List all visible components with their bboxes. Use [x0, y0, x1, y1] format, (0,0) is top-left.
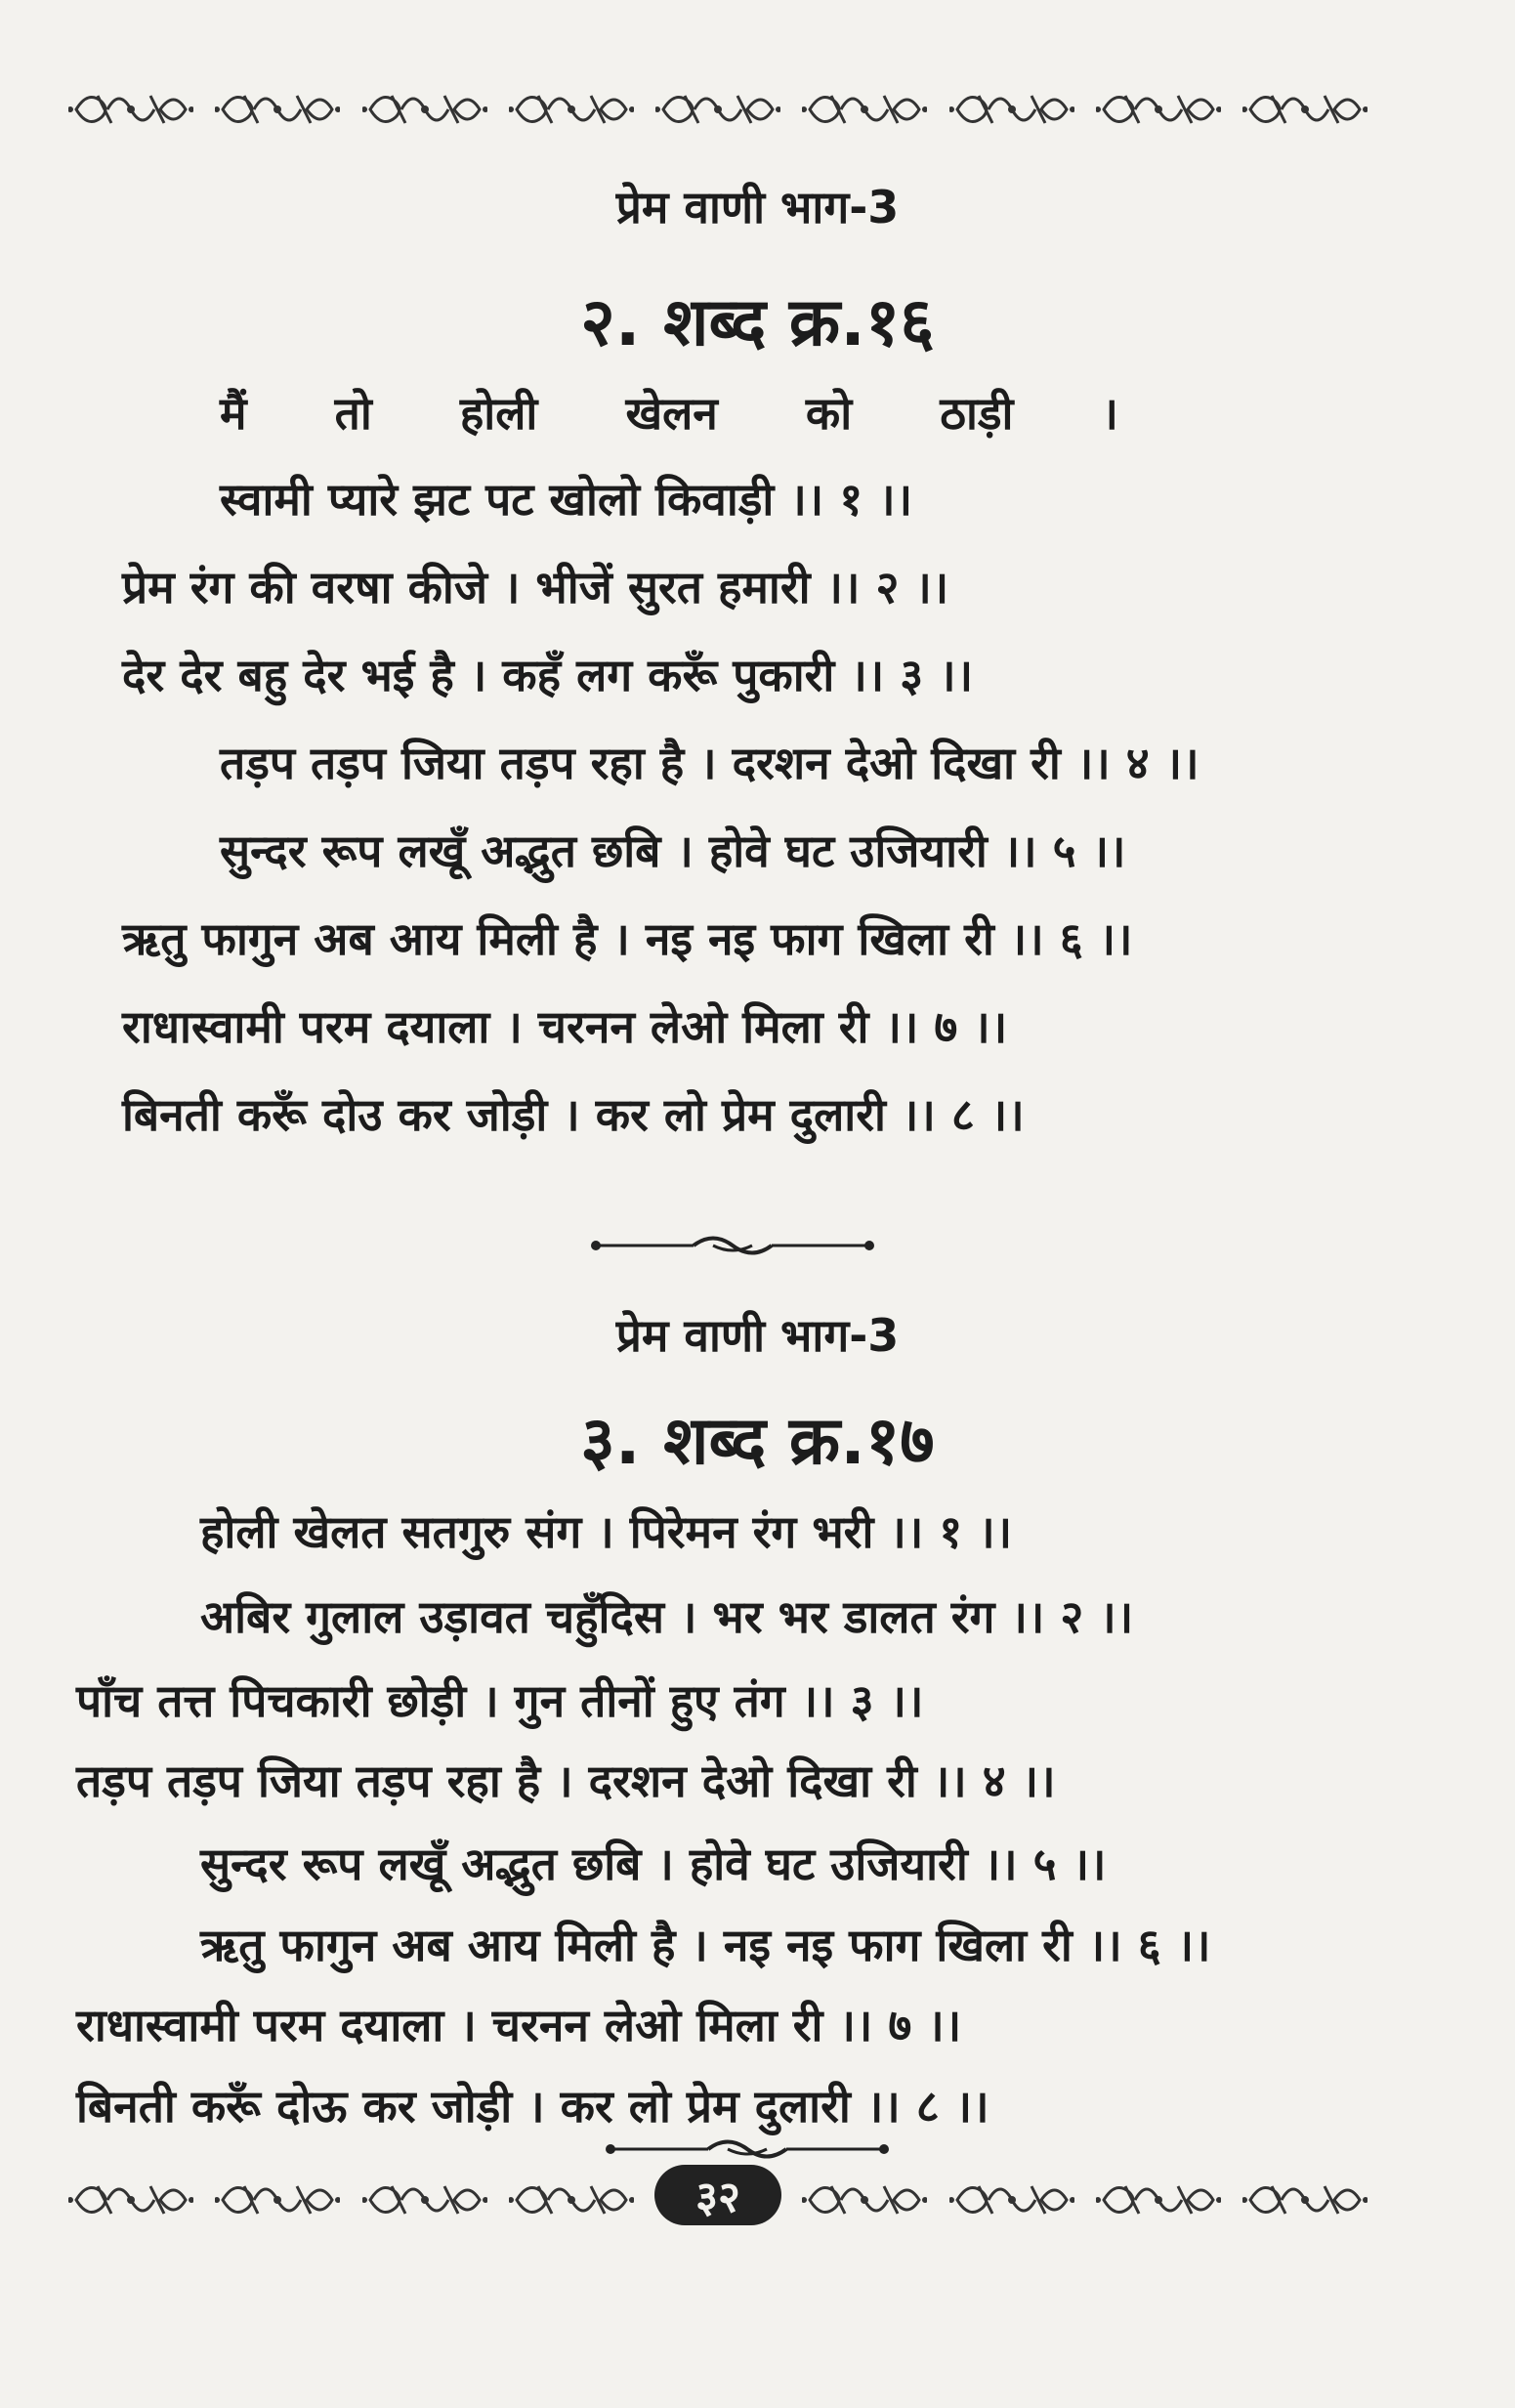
ornament-motif — [1242, 2175, 1368, 2225]
verse-line: सुन्दर रूप लखूँ अद्भुत छबि । होवे घट उजियारी ।। ५ ।। — [220, 824, 1126, 877]
top-ornamental-border — [68, 80, 1368, 139]
verse-word: मैं — [220, 387, 247, 440]
ornament-motif — [509, 2175, 634, 2225]
ornament-motif — [68, 84, 193, 135]
ornament-motif — [362, 2175, 487, 2225]
verse-line: स्वामी प्यारे झट पट खोलो किवाड़ी ।। १ ।। — [220, 473, 913, 526]
verse-line: ऋतु फागुन अब आय मिली है । नइ नइ फाग खिला री ।। ६ ।। — [122, 912, 1133, 965]
ornament-motif — [362, 84, 487, 135]
ornament-motif — [802, 2175, 927, 2225]
section-1-heading: प्रेम वाणी भाग-3 — [615, 181, 900, 233]
verse-line: देर देर बहु देर भई है । कहँ लग करूँ पुकारी ।। ३ ।। — [122, 649, 974, 701]
section-2-title: ३. शब्द क्र.१७ — [580, 1403, 935, 1480]
ornament-motif — [509, 84, 634, 135]
section-divider — [601, 2130, 894, 2169]
page-number: ३२ — [654, 2165, 781, 2225]
ornament-motif — [1096, 84, 1221, 135]
verse-line: तड़प तड़प जिया तड़प रहा है । दरशन देओ दिखा री ।। ४ ।। — [76, 1754, 1056, 1807]
ornament-motif — [215, 84, 340, 135]
verse-line: सुन्दर रूप लखूँ अद्भुत छबि । होवे घट उजियारी ।। ५ ।। — [200, 1838, 1107, 1890]
section-2-heading: प्रेम वाणी भाग-3 — [615, 1309, 900, 1362]
ornament-motif — [68, 2175, 193, 2225]
verse-line: राधास्वामी परम दयाला । चरनन लेओ मिला री ।। ७ ।। — [76, 1999, 962, 2051]
verse-word: तो — [334, 387, 372, 440]
verse-line: प्रेम रंग की वरषा कीजे । भीजें सुरत हमारी ।। २ ।। — [122, 561, 949, 613]
section-divider — [586, 1226, 879, 1265]
ornament-motif — [802, 84, 927, 135]
verse-word: को — [805, 387, 853, 440]
ornament-motif — [949, 84, 1074, 135]
ornament-motif — [215, 2175, 340, 2225]
ornament-motif — [949, 2175, 1074, 2225]
verse-line — [220, 387, 1118, 440]
verse-line: बिनती करूँ दोऊ कर जोड़ी । कर लो प्रेम दुलारी ।। ८ ।। — [76, 2080, 989, 2133]
verse-line: अबिर गुलाल उड़ावत चहुँदिस । भर भर डालत रंग ।। २ ।। — [200, 1590, 1134, 1643]
verse-line: बिनती करूँ दोउ कर जोड़ी । कर लो प्रेम दुलारी ।। ८ ।। — [122, 1088, 1025, 1141]
verse-line: होली खेलत सतगुरु संग । पिरेमन रंग भरी ।। १ ।। — [200, 1505, 1013, 1558]
verse-word: । — [1101, 387, 1118, 440]
ornament-motif — [1096, 2175, 1221, 2225]
verse-line: पाँच तत्त पिचकारी छोड़ी । गुन तीनों हुए तंग ।। ३ ।। — [76, 1674, 924, 1727]
verse-line: राधास्वामी परम दयाला । चरनन लेओ मिला री ।। ७ ।। — [122, 1000, 1008, 1053]
verse-line: तड़प तड़प जिया तड़प रहा है । दरशन देओ दिखा री ।। ४ ।। — [220, 737, 1199, 789]
ornament-motif — [1242, 84, 1368, 135]
verse-word: होली — [459, 387, 538, 440]
verse-word: खेलन — [625, 387, 718, 440]
section-1-title: २. शब्द क्र.१६ — [580, 284, 935, 361]
ornament-motif — [655, 84, 780, 135]
verse-word: ठाड़ी — [940, 387, 1014, 440]
verse-line: ऋतु फागुन अब आय मिली है । नइ नइ फाग खिला री ।। ६ ।। — [200, 1919, 1211, 1971]
